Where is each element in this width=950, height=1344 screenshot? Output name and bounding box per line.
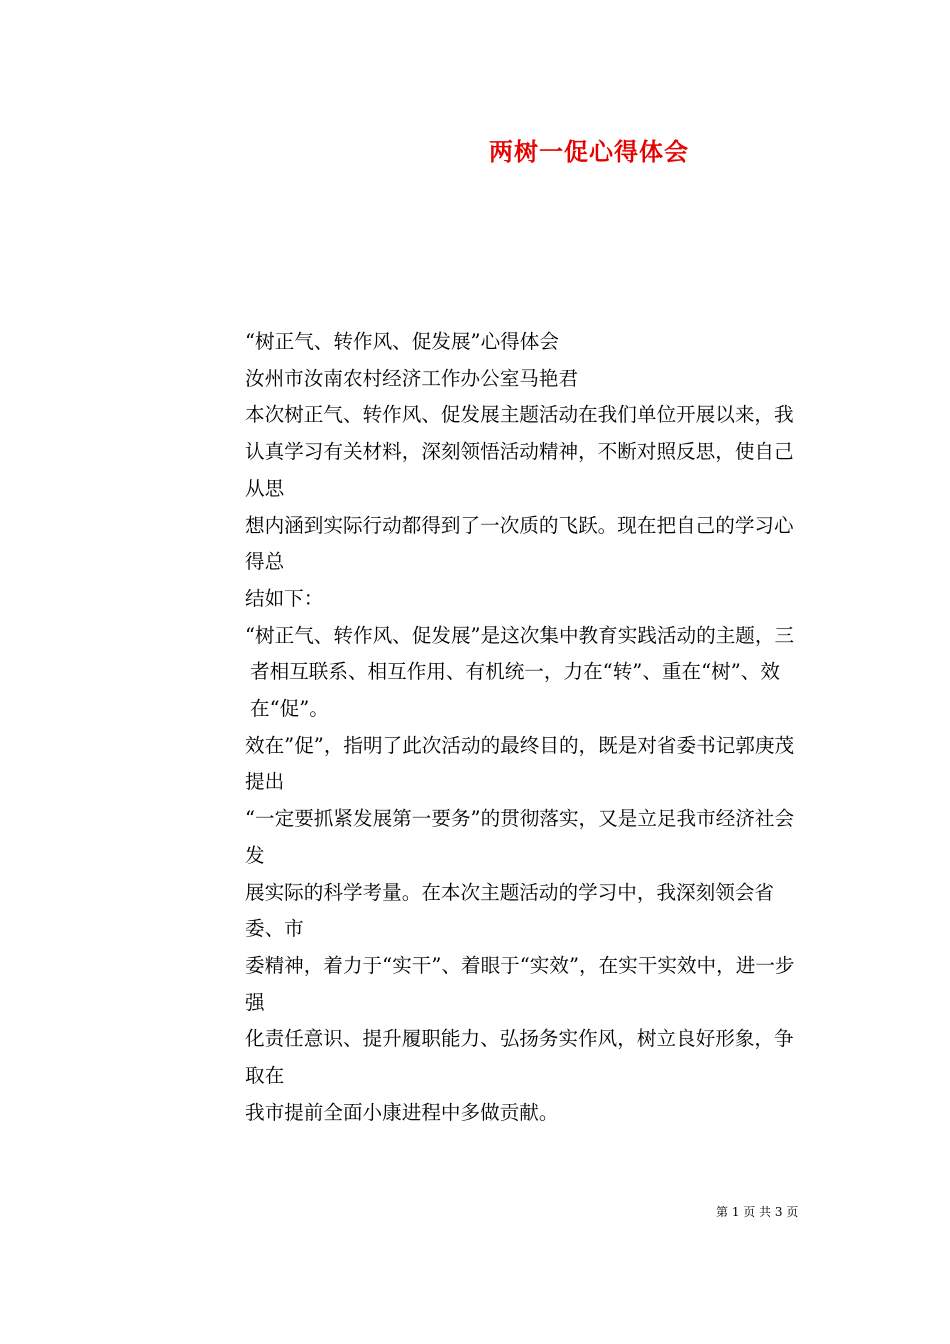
body-paragraph: 展实际的科学考量。在本次主题活动的学习中，我深刻领会省委、市 bbox=[245, 880, 775, 941]
body-paragraph: 委精神，着力于“实干”、着眼于“实效”，在实干实效中，进一步强 bbox=[245, 953, 795, 1014]
body-paragraph: “树正气、转作风、促发展”是这次集中教育实践活动的主题，三 bbox=[245, 623, 795, 647]
body-paragraph: 我市提前全面小康进程中多做贡献。 bbox=[245, 1100, 559, 1124]
body-paragraph: 想内涵到实际行动都得到了一次质的飞跃。现在把自己的学习心得总 bbox=[245, 513, 794, 574]
body-paragraph: 认真学习有关材料，深刻领悟活动精神，不断对照反思，使自己从思 bbox=[245, 440, 794, 500]
document-body bbox=[145, 324, 805, 1131]
body-paragraph: “一定要抓紧发展第一要务”的贯彻落实，又是立足我市经济社会发 bbox=[245, 807, 795, 867]
author-line: 汝州市汝南农村经济工作办公室马艳君 bbox=[245, 366, 579, 390]
subtitle: “树正气、转作风、促发展”心得体会 bbox=[245, 330, 559, 353]
body-paragraph: 效在”促”，指明了此次活动的最终目的，既是对省委书记郭庚茂提出 bbox=[245, 733, 795, 794]
body-paragraph: 化责任意识、提升履职能力、弘扬务实作风，树立良好形象，争取在 bbox=[245, 1027, 794, 1088]
body-paragraph: 结如下： bbox=[245, 586, 324, 610]
page-number-footer: 第 1 页 共 3 页 bbox=[716, 1205, 799, 1219]
document-title: 两树一促心得体会 bbox=[489, 137, 689, 166]
body-paragraph: 本次树正气、转作风、促发展主题活动在我们单位开展以来，我 bbox=[245, 403, 794, 427]
body-paragraph: 者相互联系、相互作用、有机统一，力在“转”、重在“树”、效在“促”。 bbox=[250, 660, 780, 721]
